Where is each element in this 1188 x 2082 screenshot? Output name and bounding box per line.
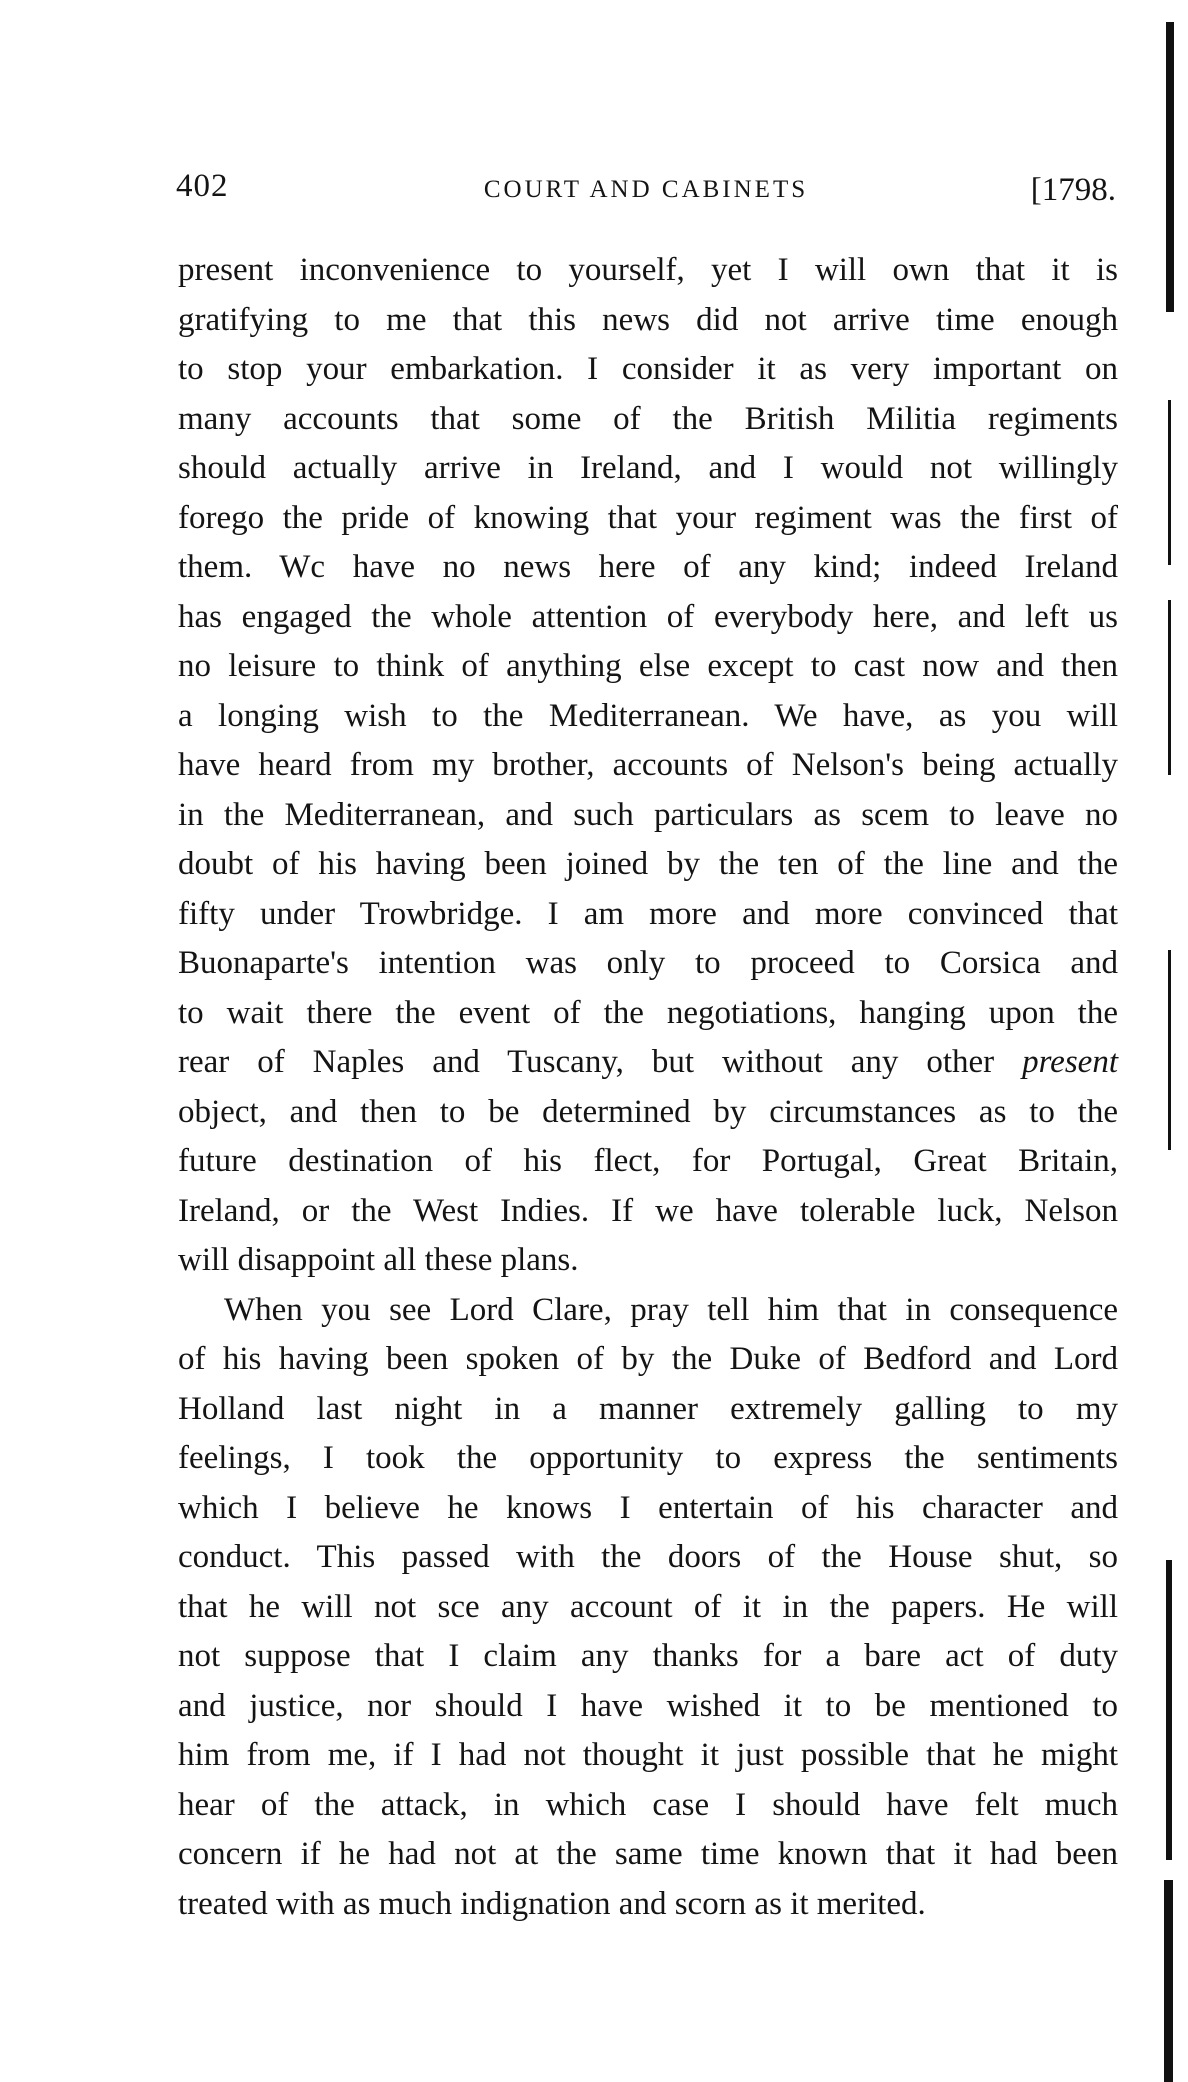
text-line: many accounts that some of the British Militia regiments xyxy=(178,400,1118,437)
text-line: concern if he had not at the same time known that it had been xyxy=(178,1836,1118,1872)
text-line: no leisure to think of anything else except to cast now and then xyxy=(178,648,1118,684)
text-line: object, and then to be determined by circumstances as to the xyxy=(178,1093,1118,1130)
text-line: to wait there the event of the negotiations, hanging upon the xyxy=(178,994,1118,1031)
text-line: future destination of his flect, for Portugal, Great Britain, xyxy=(178,1143,1118,1179)
text-line-content: rear of Naples and Tuscany, but without any other present xyxy=(178,1044,1118,1080)
text-line: conduct. This passed with the doors of the House shut, so xyxy=(178,1539,1118,1575)
text-line: that he will not sce any account of it in the papers. He will xyxy=(178,1588,1118,1625)
text-line: Buonaparte's intention was only to proceed to Corsica and xyxy=(178,945,1118,981)
text-line: treated with as much indignation and scorn as it merited. xyxy=(178,1885,926,1922)
text-line: Ireland, or the West Indies. If we have tolerable luck, Nelson xyxy=(178,1192,1118,1229)
text-line: have heard from my brother, accounts of Nelson's being actually xyxy=(178,747,1118,783)
text-line: to stop your embarkation. I consider it as very important on xyxy=(178,351,1118,387)
text-line: hear of the attack, in which case I should have felt much xyxy=(178,1786,1118,1823)
text-line: of his having been spoken of by the Duke of Bedford and Lord xyxy=(178,1341,1118,1377)
text-line: gratifying to me that this news did not arrive time enough xyxy=(178,301,1118,338)
text-line: them. Wc have no news here of any kind; indeed Ireland xyxy=(178,549,1118,585)
text-line: feelings, I took the opportunity to express the sentiments xyxy=(178,1440,1118,1476)
binding-shadow xyxy=(1168,950,1171,1150)
binding-shadow xyxy=(1166,22,1174,312)
binding-shadow xyxy=(1168,600,1171,775)
binding-shadow xyxy=(1168,400,1171,565)
page-binding-edge xyxy=(1152,0,1188,2082)
text-line-with-italic xyxy=(178,1038,1118,1088)
text-line: and justice, nor should I have wished it to be mentioned to xyxy=(178,1687,1118,1724)
text-line: which I believe he knows I entertain of his character and xyxy=(178,1489,1118,1526)
binding-shadow xyxy=(1166,1560,1172,1860)
running-head xyxy=(176,168,1116,218)
text-line: fifty under Trowbridge. I am more and more convinced that xyxy=(178,895,1118,932)
body-text xyxy=(178,246,1118,1929)
running-title: COURT AND CABINETS xyxy=(483,176,809,203)
text-line: forego the pride of knowing that your regiment was the first of xyxy=(178,499,1118,536)
text-line: has engaged the whole attention of everybody here, and left us xyxy=(178,598,1118,635)
text-line: When you see Lord Clare, pray tell him that in consequence xyxy=(224,1291,1118,1328)
running-date: [1798. xyxy=(1030,172,1116,208)
italic-word: present xyxy=(1022,1044,1118,1080)
text-line: present inconvenience to yourself, yet I will own that it is xyxy=(178,252,1118,288)
text-line: should actually arrive in Ireland, and I would not willingly xyxy=(178,450,1118,486)
text-line: doubt of his having been joined by the ten of the line and the xyxy=(178,846,1118,882)
text-line: not suppose that I claim any thanks for a bare act of duty xyxy=(178,1638,1118,1674)
text-line: him from me, if I had not thought it just possible that he might xyxy=(178,1737,1118,1773)
page-number: 402 xyxy=(176,168,229,204)
text-line: will disappoint all these plans. xyxy=(178,1242,579,1278)
text-line: in the Mediterranean, and such particulars as scem to leave no xyxy=(178,796,1118,833)
text-line: a longing wish to the Mediterranean. We have, as you will xyxy=(178,697,1118,734)
binding-shadow xyxy=(1164,1880,1173,2082)
text-line: Holland last night in a manner extremely galling to my xyxy=(178,1390,1118,1427)
